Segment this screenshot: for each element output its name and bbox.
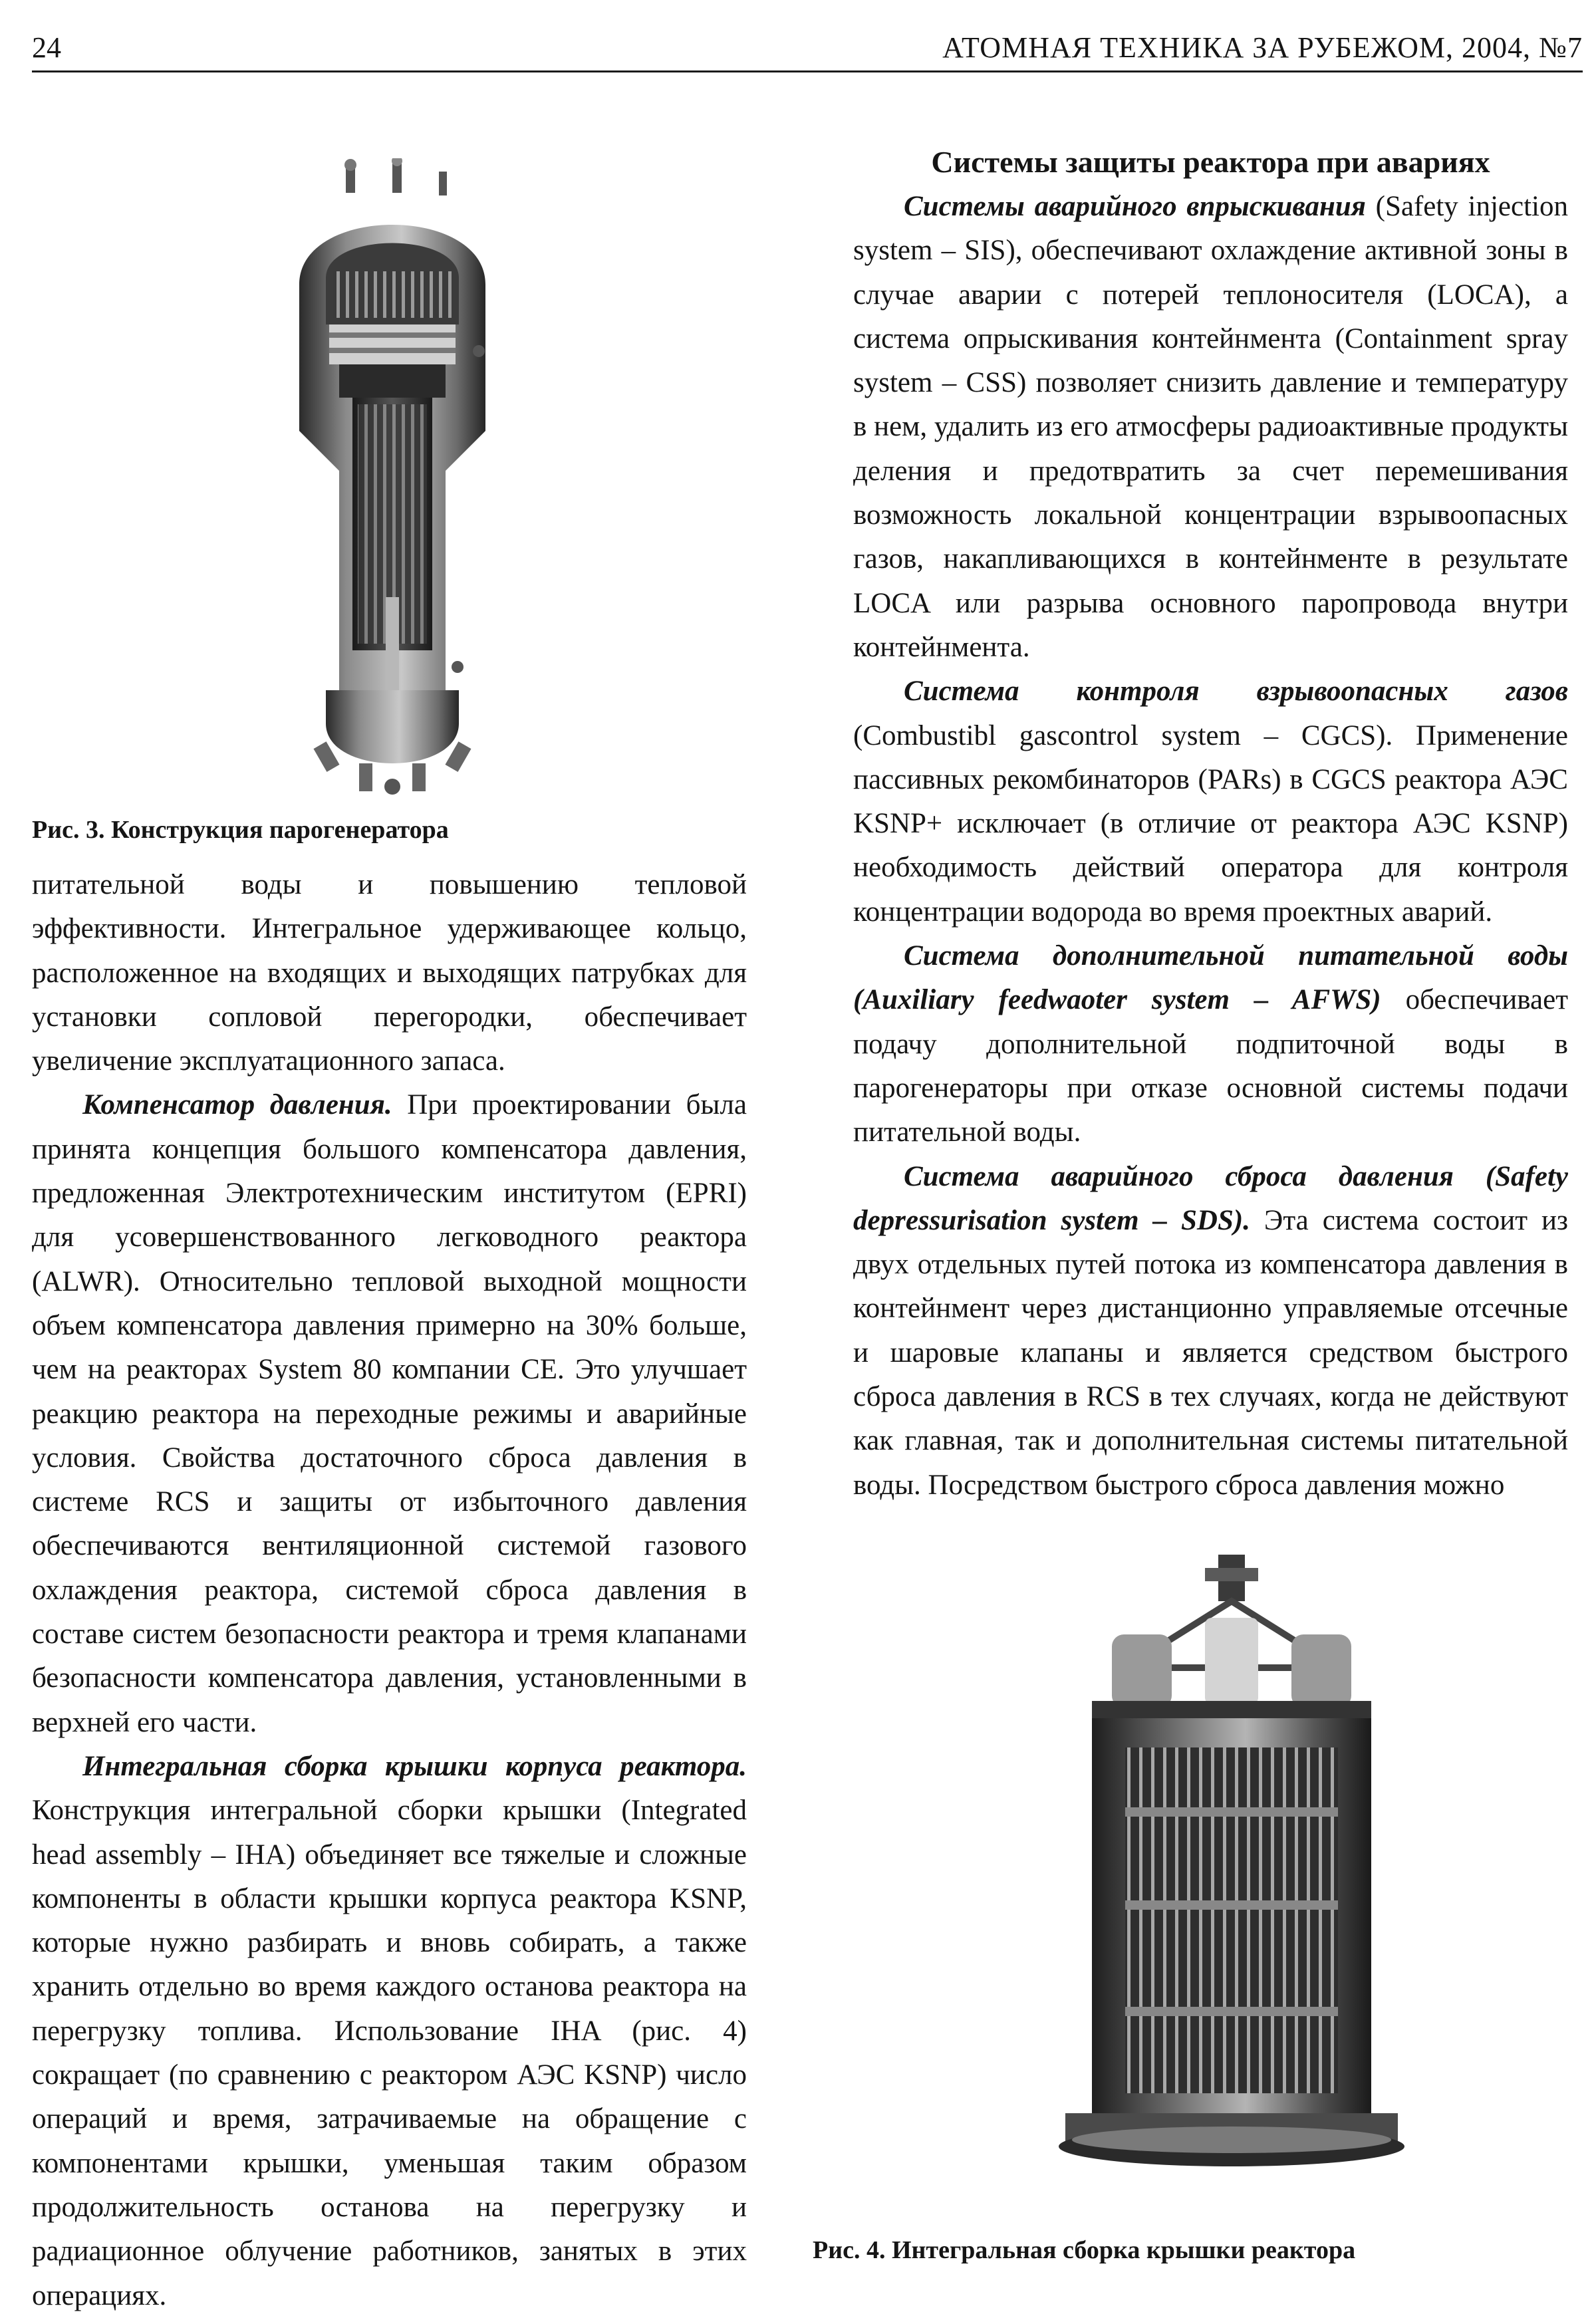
sds-heading: Система аварийного сброса давления (Safety depressurisation system – SDS).	[853, 1160, 1568, 1236]
sis-text: (Safety injection system – SIS), обеспечивают охлаждение активной зоны в случае аварии с потерей теплоносителя (LOCA), а система опрыскивания контейнмента (Containment spray system – CSS) позволяет снизить давление и температуру в нем, удалить из его атмосферы радиоактивные продукты деления и предотвратить за счет перемешивания возможность локальной концентрации взрывоопасных газов, накапливающихся в контейнменте в результате LOCA или разрыва основного паропровода внутри контейнмента.	[853, 191, 1568, 663]
right-paragraph-2	[853, 670, 1568, 934]
right-paragraph-3	[853, 934, 1568, 1154]
journal-title: АТОМНАЯ ТЕХНИКА ЗА РУБЕЖОМ, 2004, №7	[942, 31, 1583, 64]
section-title: Системы защиты реактора при авариях	[931, 145, 1490, 179]
figure-3-caption: Рис. 3. Конструкция парогенератора	[32, 816, 449, 844]
right-paragraph-1	[853, 185, 1568, 670]
cgcs-text: (Combustibl gascontrol system – CGCS). Применение пассивных рекомбинаторов (PARs) в CGCS реактора АЭС KSNP+ исключает (в отличие от реактора АЭС KSNP) необходимость действий оператора для контроля концентрации водорода во время проектных аварий.	[853, 719, 1568, 928]
right-column	[853, 142, 1568, 1507]
left-paragraph-3	[32, 1745, 747, 2318]
integrated-head-text: Конструкция интегральной сборки крышки (Integrated head assembly – IHA) объединяет все тяжелые и сложные компоненты в области крышки корпуса реактора KSNP, которые нужно разбирать и вновь собирать, а также хранить отдельно во время каждого останова реактора на перегрузку топлива. Использование IHA (рис. 4) сокращает (по сравнению с реактором АЭС KSNP) число операций и время, затрачиваемые на обращение с компонентами крышки, уменьшая таким образом продолжительность останова на перегрузку и радиационное облучение работников, занятых в этих операциях.	[32, 1795, 747, 2311]
steam-generator-figure	[279, 158, 505, 801]
pressurizer-text: При проектировании была принята концепция большого компенсатора давления, предложенная Электротехническим институтом (EPRI) для усовершенствованного легководного реактора (ALWR). Относительно тепловой выходной мощности объем компенсатора давления примерно на 30% больше, чем на реакторах System 80 компании CE. Это улучшает реакцию реактора на переходные режимы и аварийные условия. Свойства достаточного сброса давления в системе RCS и защиты от избыточного давления обеспечиваются вентиляционной системой газового охлаждения реактора, системой сброса давления в составе систем безопасности реактора и тремя клапанами безопасности компенсатора давления, установленными в верхней его части.	[32, 1089, 747, 1738]
page-header	[32, 31, 1583, 72]
page-number: 24	[32, 31, 61, 64]
figure-4-caption: Рис. 4. Интегральная сборка крышки реактора	[813, 2236, 1356, 2264]
integrated-head-assembly-figure	[1052, 1555, 1424, 2193]
afws-heading: Система дополнительной питательной воды (Auxiliary feedwaoter system – AFWS)	[853, 940, 1568, 1016]
sds-text: Эта система состоит из двух отдельных путей потока из компенсатора давления в контейнмент через дистанционно управляемые отсечные и шаровые клапаны и является средством быстрого сброса давления в RCS в тех случаях, когда не действуют как главная, так и дополнительная системы питательной воды. Посредством быстрого сброса давления можно	[853, 1204, 1568, 1501]
left-paragraph-1: питательной воды и повышению тепловой эффективности. Интегральное удерживающее кольцо, расположенное на входящих и выходящих патрубках для установки сопловой перегородки, обеспечивает увеличение эксплуатационного запаса.	[32, 869, 747, 1077]
sis-heading: Системы аварийного впрыскивания	[904, 191, 1366, 222]
integrated-head-heading: Интегральная сборка крышки корпуса реактора.	[82, 1750, 747, 1782]
cgcs-heading: Система контроля взрывоопасных газов	[904, 676, 1568, 708]
left-column	[32, 863, 747, 2318]
pressurizer-heading: Компенсатор давления.	[82, 1089, 392, 1121]
afws-text: обеспечивает подачу дополнительной подпиточной воды в парогенераторы при отказе основной системы подачи питательной воды.	[853, 984, 1568, 1148]
right-paragraph-4	[853, 1155, 1568, 1507]
left-paragraph-2	[32, 1083, 747, 1744]
